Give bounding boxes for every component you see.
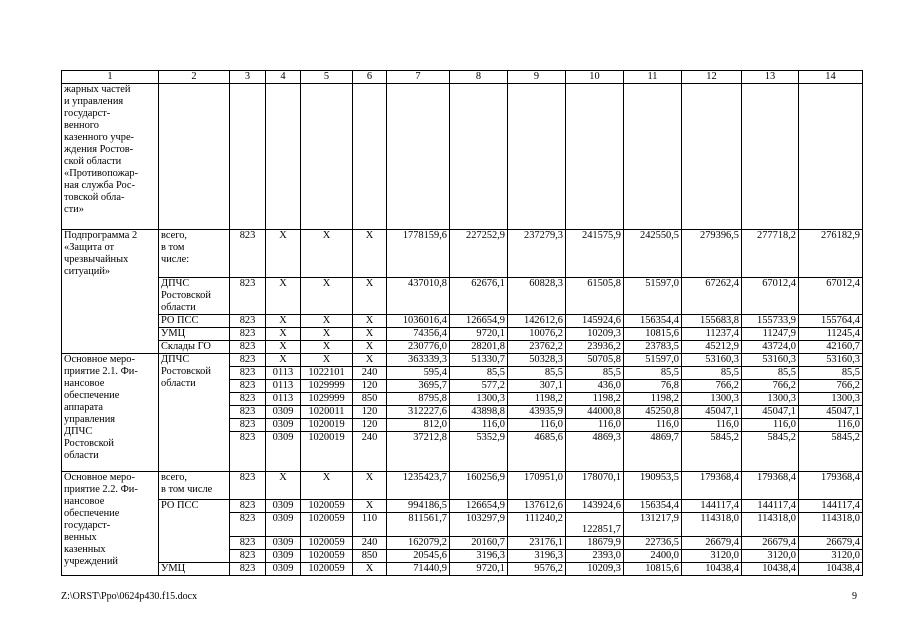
cell-value: 179368,4 <box>682 472 742 500</box>
cell-value: 1235423,7 <box>387 472 450 500</box>
cell-csr: X <box>301 230 353 278</box>
table-row <box>62 563 863 576</box>
cell-value: 10815,6 <box>624 563 682 576</box>
cell-grbs: 823 <box>230 419 266 432</box>
col-number: 3 <box>230 71 266 84</box>
cell-value: 26679,4 <box>742 537 799 550</box>
cell-value: 144117,4 <box>682 500 742 513</box>
cell-rzpr: X <box>266 472 301 500</box>
cell-value: 363339,3 <box>387 354 450 367</box>
event21-total-row <box>62 354 863 367</box>
cell-grbs: 823 <box>230 328 266 341</box>
cell-value: 178070,1 <box>566 472 624 500</box>
cell-value: 126654,9 <box>450 500 508 513</box>
col-number: 9 <box>508 71 566 84</box>
cell-value: 137612,6 <box>508 500 566 513</box>
cell-value: 45250,8 <box>624 406 682 419</box>
cell-value: 103297,9 <box>450 513 508 537</box>
cell-value: 85,5 <box>742 367 799 380</box>
cell-value: 116,0 <box>682 419 742 432</box>
cell-csr: X <box>301 315 353 328</box>
cell-rzpr: 0309 <box>266 432 301 472</box>
cell-value: 1198,2 <box>508 393 566 406</box>
cell-value: 162079,2 <box>387 537 450 550</box>
cell-value: 43724,0 <box>742 341 799 354</box>
continuation-label: жарных частей и управления государст- венного казенного учре- ждения Ростов- ской области «Противопожар- ная служба Рос- товской обла- сти» <box>62 84 159 230</box>
cell-value: 4685,6 <box>508 432 566 472</box>
col-number: 11 <box>624 71 682 84</box>
cell-value: 20545,6 <box>387 550 450 563</box>
cell-value: 5352,9 <box>450 432 508 472</box>
cell-value: 3695,7 <box>387 380 450 393</box>
cell-rzpr: 0309 <box>266 537 301 550</box>
event22-total-row <box>62 472 863 500</box>
cell-csr: 1020011 <box>301 406 353 419</box>
cell-value: 131217,9 <box>624 513 682 537</box>
file-path: Z:\ORST\Ppo\0624p430.f15.docx <box>61 591 198 602</box>
cell-csr: 1029999 <box>301 393 353 406</box>
cell-grbs: 823 <box>230 550 266 563</box>
cell-value: 111240,2 <box>508 513 566 537</box>
cell-value: 156354,4 <box>624 500 682 513</box>
cell-grbs: 823 <box>230 537 266 550</box>
executor: всего, в том числе <box>159 472 230 500</box>
budget-table <box>61 70 863 576</box>
cell-value: 71440,9 <box>387 563 450 576</box>
cell-value: 2393,0 <box>566 550 624 563</box>
col-number: 6 <box>353 71 387 84</box>
cell-rzpr: X <box>266 278 301 315</box>
cell-value: 3196,3 <box>450 550 508 563</box>
cell-value: 142612,6 <box>508 315 566 328</box>
cell-csr: X <box>301 354 353 367</box>
cell-value: 85,5 <box>450 367 508 380</box>
cell-value: 45047,1 <box>799 406 863 419</box>
executor: Склады ГО <box>159 341 230 354</box>
table-row <box>62 328 863 341</box>
cell-value: 1036016,4 <box>387 315 450 328</box>
cell-rzpr: 0309 <box>266 550 301 563</box>
cell-value: 116,0 <box>799 419 863 432</box>
cell-value: 22736,5 <box>624 537 682 550</box>
cell-value: 10438,4 <box>799 563 863 576</box>
cell-value: 37212,8 <box>387 432 450 472</box>
cell-value: 53160,3 <box>682 354 742 367</box>
cell-grbs: 823 <box>230 278 266 315</box>
cell-csr: 1020059 <box>301 563 353 576</box>
cell-value: 237279,3 <box>508 230 566 278</box>
executor: РО ПСС <box>159 315 230 328</box>
cell-vr: 850 <box>353 550 387 563</box>
cell-csr: 1020059 <box>301 537 353 550</box>
cell-value: 307,1 <box>508 380 566 393</box>
executor: УМЦ <box>159 563 230 576</box>
cell-value: 179368,4 <box>799 472 863 500</box>
cell-grbs: 823 <box>230 500 266 513</box>
cell-grbs: 823 <box>230 341 266 354</box>
cell-value: 67012,4 <box>742 278 799 315</box>
cell-value: 45212,9 <box>682 341 742 354</box>
cell-vr: 120 <box>353 419 387 432</box>
cell-value: 3196,3 <box>508 550 566 563</box>
cell-value: 26679,4 <box>799 537 863 550</box>
cell-grbs: 823 <box>230 230 266 278</box>
cell-value: 74356,4 <box>387 328 450 341</box>
page-number: 9 <box>852 591 857 602</box>
executor: УМЦ <box>159 328 230 341</box>
cell-value: 10815,6 <box>624 328 682 341</box>
cell-rzpr: X <box>266 230 301 278</box>
cell-value: 116,0 <box>566 419 624 432</box>
cell-value: 811561,7 <box>387 513 450 537</box>
cell-value: 10209,3 <box>566 563 624 576</box>
cell-value: 18679,9 <box>566 537 624 550</box>
cell-value: 23936,2 <box>566 341 624 354</box>
cell-vr: 110 <box>353 513 387 537</box>
cell-rzpr: 0309 <box>266 513 301 537</box>
cell-value: 145924,6 <box>566 315 624 328</box>
cell-vr: 850 <box>353 393 387 406</box>
cell-value: 85,5 <box>508 367 566 380</box>
cell-value: 20160,7 <box>450 537 508 550</box>
cell-value: 50328,3 <box>508 354 566 367</box>
cell-csr: 1029999 <box>301 380 353 393</box>
cell-grbs: 823 <box>230 432 266 472</box>
cell-vr: X <box>353 341 387 354</box>
col-number: 4 <box>266 71 301 84</box>
col-number: 14 <box>799 71 863 84</box>
cell-value: 26679,4 <box>682 537 742 550</box>
cell-rzpr: 0309 <box>266 406 301 419</box>
cell-value: 76,8 <box>624 380 682 393</box>
column-number-row <box>62 71 863 84</box>
cell-value: 595,4 <box>387 367 450 380</box>
cell-value: 10438,4 <box>682 563 742 576</box>
cell-rzpr: X <box>266 328 301 341</box>
cell-value: 67262,4 <box>682 278 742 315</box>
cell-csr: X <box>301 472 353 500</box>
cell-value: 60828,3 <box>508 278 566 315</box>
cell-value: 179368,4 <box>742 472 799 500</box>
cell-value: 11247,9 <box>742 328 799 341</box>
cell-value: 5845,2 <box>799 432 863 472</box>
cell-value: 85,5 <box>799 367 863 380</box>
cell-vr: X <box>353 278 387 315</box>
cell-value: 812,0 <box>387 419 450 432</box>
cell-value: 190953,5 <box>624 472 682 500</box>
col-number: 7 <box>387 71 450 84</box>
cell-grbs: 823 <box>230 367 266 380</box>
cell-rzpr: X <box>266 354 301 367</box>
cell-vr: 240 <box>353 537 387 550</box>
cell-value: 10438,4 <box>742 563 799 576</box>
cell-value: 994186,5 <box>387 500 450 513</box>
cell-value: 227252,9 <box>450 230 508 278</box>
cell-vr: X <box>353 328 387 341</box>
cell-rzpr: 0113 <box>266 380 301 393</box>
cell-value: 170951,0 <box>508 472 566 500</box>
cell-value: 50705,8 <box>566 354 624 367</box>
cell-value: 1300,3 <box>682 393 742 406</box>
subprogram2-total-row <box>62 230 863 278</box>
executor: ДПЧС Ростовской области <box>159 354 230 472</box>
cell-value: 42160,7 <box>799 341 863 354</box>
cell-value: 23762,2 <box>508 341 566 354</box>
cell-value: 8795,8 <box>387 393 450 406</box>
cell-value: 85,5 <box>624 367 682 380</box>
cell-grbs: 823 <box>230 406 266 419</box>
cell-rzpr: 0309 <box>266 500 301 513</box>
event21-name: Основное меро- приятие 2.1. Фи- нансовое обеспечение аппарата управления ДПЧС Ростовской области <box>62 354 159 472</box>
cell-rzpr: 0309 <box>266 563 301 576</box>
cell-value: 1300,3 <box>450 393 508 406</box>
cell-vr: 120 <box>353 406 387 419</box>
cell-csr: X <box>301 328 353 341</box>
cell-value: 116,0 <box>508 419 566 432</box>
cell-value: 242550,5 <box>624 230 682 278</box>
cell-value: 312227,6 <box>387 406 450 419</box>
cell-value: 1198,2 <box>624 393 682 406</box>
cell-value: 45047,1 <box>682 406 742 419</box>
cell-value: 85,5 <box>566 367 624 380</box>
cell-value: 11245,4 <box>799 328 863 341</box>
cell-value: 5845,2 <box>682 432 742 472</box>
cell-value: 51330,7 <box>450 354 508 367</box>
cell-grbs: 823 <box>230 472 266 500</box>
cell-vr: X <box>353 500 387 513</box>
col-number: 13 <box>742 71 799 84</box>
col-number: 10 <box>566 71 624 84</box>
cell-value: 155733,9 <box>742 315 799 328</box>
cell-value: 51597,0 <box>624 278 682 315</box>
cell-value: 1300,3 <box>799 393 863 406</box>
cell-value: 122851,7 <box>566 513 624 537</box>
cell-value: 45047,1 <box>742 406 799 419</box>
cell-rzpr: 0113 <box>266 367 301 380</box>
cell-value: 144117,4 <box>742 500 799 513</box>
cell-grbs: 823 <box>230 380 266 393</box>
cell-vr: X <box>353 563 387 576</box>
cell-value: 28201,8 <box>450 341 508 354</box>
cell-value: 67012,4 <box>799 278 863 315</box>
cell-value: 3120,0 <box>682 550 742 563</box>
cell-value: 144117,4 <box>799 500 863 513</box>
table-row <box>62 500 863 513</box>
cell-value: 276182,9 <box>799 230 863 278</box>
cell-value: 766,2 <box>799 380 863 393</box>
subprogram2-name: Подпрограмма 2 «Защита от чрезвычайных ситуаций» <box>62 230 159 354</box>
cell-csr: 1020019 <box>301 419 353 432</box>
cell-value: 2400,0 <box>624 550 682 563</box>
cell-value: 44000,8 <box>566 406 624 419</box>
cell-value: 1300,3 <box>742 393 799 406</box>
cell-value: 3120,0 <box>742 550 799 563</box>
cell-value: 126654,9 <box>450 315 508 328</box>
cell-value: 3120,0 <box>799 550 863 563</box>
cell-value: 155764,4 <box>799 315 863 328</box>
cell-vr: X <box>353 354 387 367</box>
cell-vr: 120 <box>353 380 387 393</box>
cell-value: 241575,9 <box>566 230 624 278</box>
cell-value: 62676,1 <box>450 278 508 315</box>
cell-value: 53160,3 <box>742 354 799 367</box>
cell-vr: X <box>353 230 387 278</box>
cell-value: 277718,2 <box>742 230 799 278</box>
col-number: 1 <box>62 71 159 84</box>
cell-vr: 240 <box>353 367 387 380</box>
cell-value: 11237,4 <box>682 328 742 341</box>
cell-vr: X <box>353 315 387 328</box>
cell-value: 51597,0 <box>624 354 682 367</box>
col-number: 5 <box>301 71 353 84</box>
cell-value: 766,2 <box>742 380 799 393</box>
cell-rzpr: X <box>266 315 301 328</box>
cell-value: 116,0 <box>450 419 508 432</box>
cell-rzpr: X <box>266 341 301 354</box>
cell-value: 5845,2 <box>742 432 799 472</box>
continuation-row <box>62 84 863 230</box>
cell-value: 4869,7 <box>624 432 682 472</box>
cell-value: 1198,2 <box>566 393 624 406</box>
cell-vr: 240 <box>353 432 387 472</box>
cell-value: 155683,8 <box>682 315 742 328</box>
col-number: 2 <box>159 71 230 84</box>
cell-value: 4869,3 <box>566 432 624 472</box>
cell-value: 577,2 <box>450 380 508 393</box>
cell-value: 116,0 <box>742 419 799 432</box>
cell-value: 156354,4 <box>624 315 682 328</box>
cell-grbs: 823 <box>230 393 266 406</box>
cell-value: 766,2 <box>682 380 742 393</box>
cell-csr: X <box>301 278 353 315</box>
cell-value: 1778159,6 <box>387 230 450 278</box>
cell-value: 23783,5 <box>624 341 682 354</box>
cell-value: 9720,1 <box>450 328 508 341</box>
cell-rzpr: 0309 <box>266 419 301 432</box>
cell-grbs: 823 <box>230 315 266 328</box>
cell-csr: 1020059 <box>301 500 353 513</box>
cell-value: 143924,6 <box>566 500 624 513</box>
cell-value: 436,0 <box>566 380 624 393</box>
col-number: 12 <box>682 71 742 84</box>
cell-value: 114318,0 <box>742 513 799 537</box>
cell-csr: 1020019 <box>301 432 353 472</box>
executor: РО ПСС <box>159 500 230 563</box>
cell-grbs: 823 <box>230 563 266 576</box>
cell-csr: 1022101 <box>301 367 353 380</box>
cell-value: 9720,1 <box>450 563 508 576</box>
cell-csr: 1020059 <box>301 513 353 537</box>
table-row <box>62 278 863 315</box>
cell-value: 230776,0 <box>387 341 450 354</box>
cell-value: 114318,0 <box>682 513 742 537</box>
cell-vr: X <box>353 472 387 500</box>
cell-value: 10076,2 <box>508 328 566 341</box>
col-number: 8 <box>450 71 508 84</box>
cell-value: 43898,8 <box>450 406 508 419</box>
table-row <box>62 341 863 354</box>
cell-value: 53160,3 <box>799 354 863 367</box>
cell-value: 279396,5 <box>682 230 742 278</box>
cell-value: 61505,8 <box>566 278 624 315</box>
cell-csr: X <box>301 341 353 354</box>
cell-value: 114318,0 <box>799 513 863 537</box>
cell-value: 85,5 <box>682 367 742 380</box>
cell-grbs: 823 <box>230 513 266 537</box>
cell-value: 10209,3 <box>566 328 624 341</box>
cell-value: 9576,2 <box>508 563 566 576</box>
event22-name: Основное меро- приятие 2.2. Фи- нансовое обеспечение государст- венных казенных учреждений <box>62 472 159 576</box>
table-row <box>62 315 863 328</box>
cell-csr: 1020059 <box>301 550 353 563</box>
cell-grbs: 823 <box>230 354 266 367</box>
cell-rzpr: 0113 <box>266 393 301 406</box>
executor: всего, в том числе: <box>159 230 230 278</box>
cell-value: 116,0 <box>624 419 682 432</box>
cell-value: 437010,8 <box>387 278 450 315</box>
cell-value: 43935,9 <box>508 406 566 419</box>
cell-value: 160256,9 <box>450 472 508 500</box>
cell-value: 23176,1 <box>508 537 566 550</box>
executor: ДПЧС Ростовской области <box>159 278 230 315</box>
